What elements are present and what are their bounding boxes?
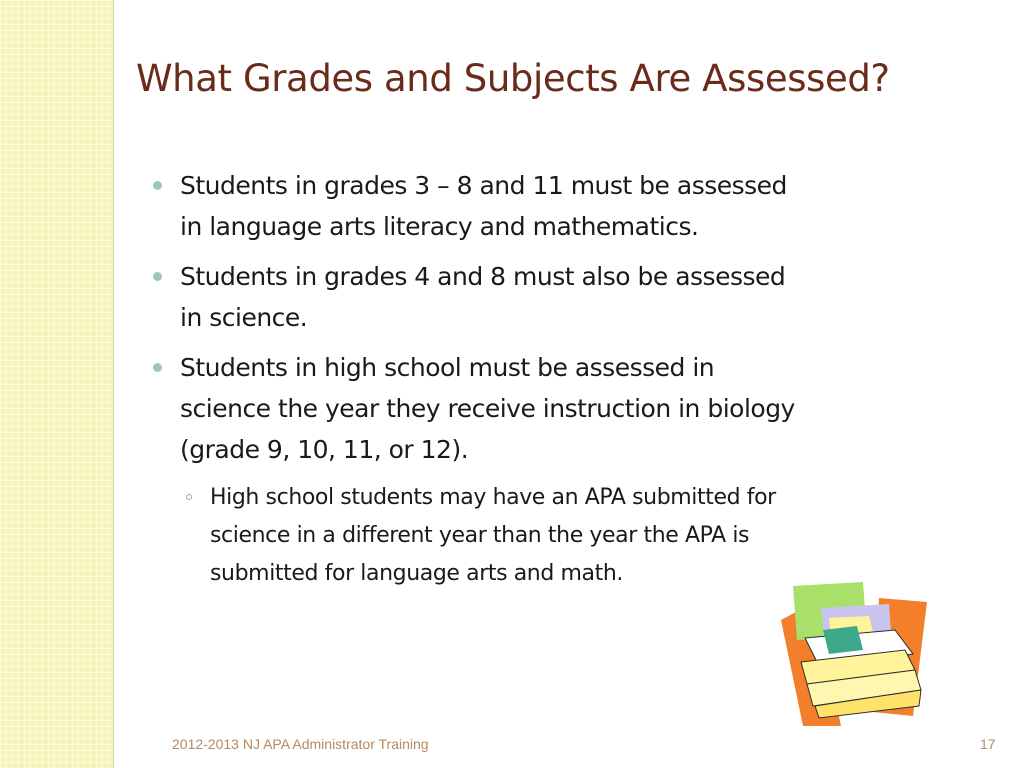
sub-bullet-text-line: submitted for language arts and math. [210,561,623,586]
bullet-dot-icon [153,363,162,372]
bullet-item [150,347,960,470]
decorative-left-strip [0,0,113,768]
bullet-text-line: Students in high school must be assessed in [180,353,715,382]
bullet-text-line: Students in grades 4 and 8 must also be assessed [180,262,786,291]
footer-text: 2012-2013 NJ APA Administrator Training [172,736,429,752]
page-number: 17 [980,736,996,752]
bullet-dot-icon [153,272,162,281]
sub-bullet-text-line: High school students may have an APA submitted for [210,485,776,510]
books-clipart-icon [775,578,933,726]
bullet-text-line: Students in grades 3 – 8 and 11 must be assessed [180,171,787,200]
bullet-text-line: in language arts literacy and mathematics. [180,212,699,241]
slide-content [150,165,960,593]
sub-bullet-ring-icon [186,494,192,500]
bullet-text-line: (grade 9, 10, 11, or 12). [180,435,469,464]
strip-divider [113,0,114,768]
bullet-text-line: in science. [180,303,308,332]
sub-bullet-item [180,479,910,593]
bullet-text-line: science the year they receive instruction in biology [180,394,795,423]
slide-title: What Grades and Subjects Are Assessed? [136,57,890,100]
bullet-item [150,165,960,247]
bullet-item [150,256,960,338]
sub-bullet-text-line: science in a different year than the year the APA is [210,523,750,548]
bullet-dot-icon [153,181,162,190]
